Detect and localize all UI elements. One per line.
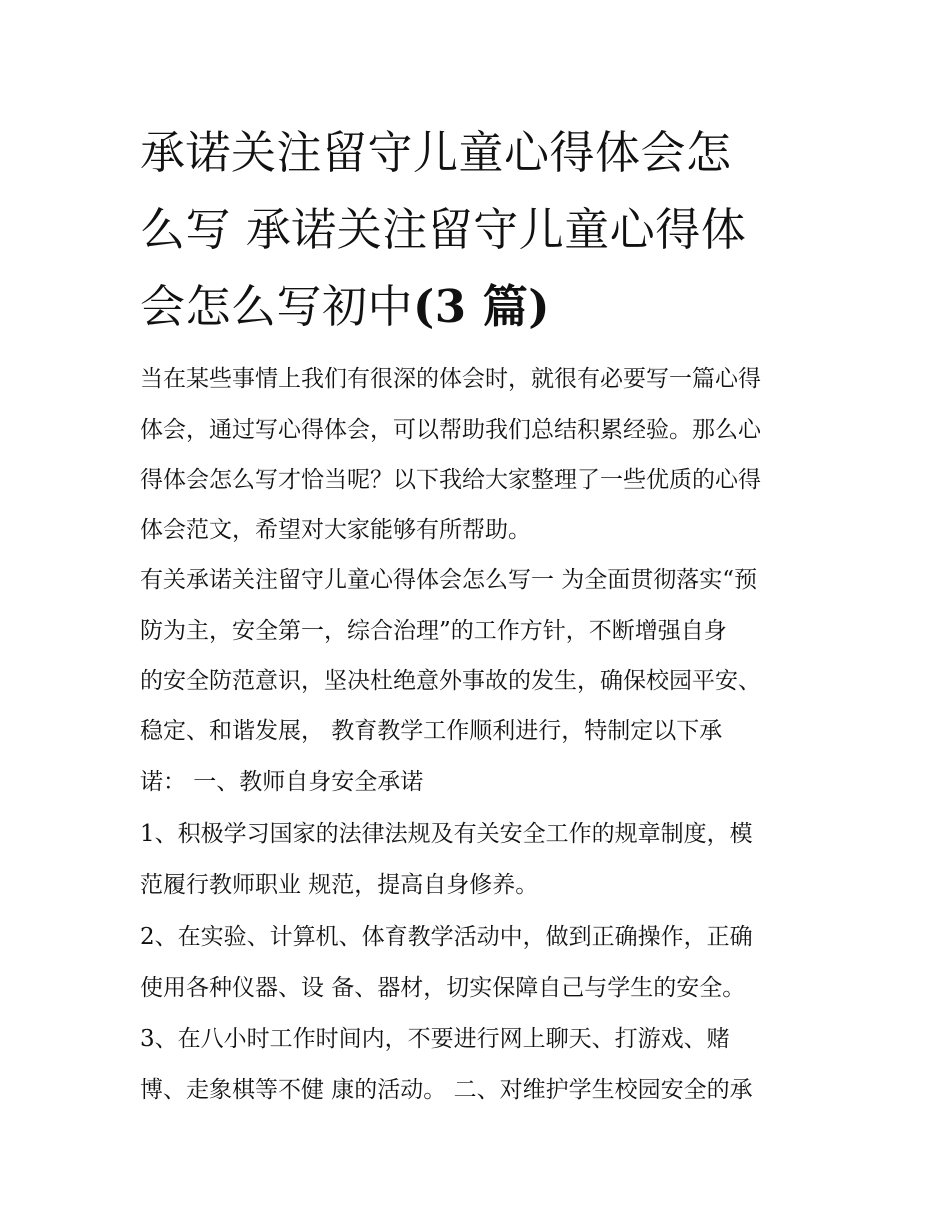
item-2-line-2: 使用各种仪器、设 备、器材，切实保障自己与学生的安全。 <box>140 975 746 1001</box>
document-title <box>140 114 830 345</box>
intro-line-3: 得体会怎么写才恰当呢？以下我给大家整理了一些优质的心得 <box>140 467 761 493</box>
section-line-2: 防为主，安全第一，综合治理”的工作方针，不断增强自身 <box>140 618 727 644</box>
item-3-line-1: 3、在八小时工作时间内，不要进行网上聊天、打游戏、赌 <box>140 1026 730 1052</box>
section-line-5: 诺： 一、教师自身安全承诺 <box>140 769 424 795</box>
intro-line-1: 当在某些事情上我们有很深的体会时，就很有必要写一篇心得 <box>140 366 761 392</box>
title-line-2: 么写 承诺关注留守儿童心得体 <box>140 203 747 256</box>
item-1-line-1: 1、积极学习国家的法律法规及有关安全工作的规章制度，模 <box>140 821 753 847</box>
item-1-line-2: 范履行教师职业 规范，提高自身修养。 <box>140 872 539 898</box>
title-line-1: 承诺关注留守儿童心得体会怎 <box>140 126 732 179</box>
intro-line-4: 体会范文，希望对大家能够有所帮助。 <box>140 517 531 543</box>
title-count-suffix: (3 篇) <box>413 280 551 333</box>
section-line-3: 的安全防范意识，坚决杜绝意外事故的发生，确保校园平安、 <box>140 668 761 694</box>
item-2-line-1: 2、在实验、计算机、体育教学活动中，做到正确操作，正确 <box>140 924 753 950</box>
title-line-3: 会怎么写初中 <box>140 280 414 333</box>
section-line-4: 稳定、和谐发展， 教育教学工作顺利进行，特制定以下承 <box>140 718 723 744</box>
item-3-line-2: 博、走象棋等不健 康的活动。 二、对维护学生校园安全的承 <box>140 1077 753 1103</box>
intro-line-2: 体会，通过写心得体会，可以帮助我们总结积累经验。那么心 <box>140 417 761 443</box>
section-line-1: 有关承诺关注留守儿童心得体会怎么写一 为全面贯彻落实“预 <box>140 567 758 593</box>
